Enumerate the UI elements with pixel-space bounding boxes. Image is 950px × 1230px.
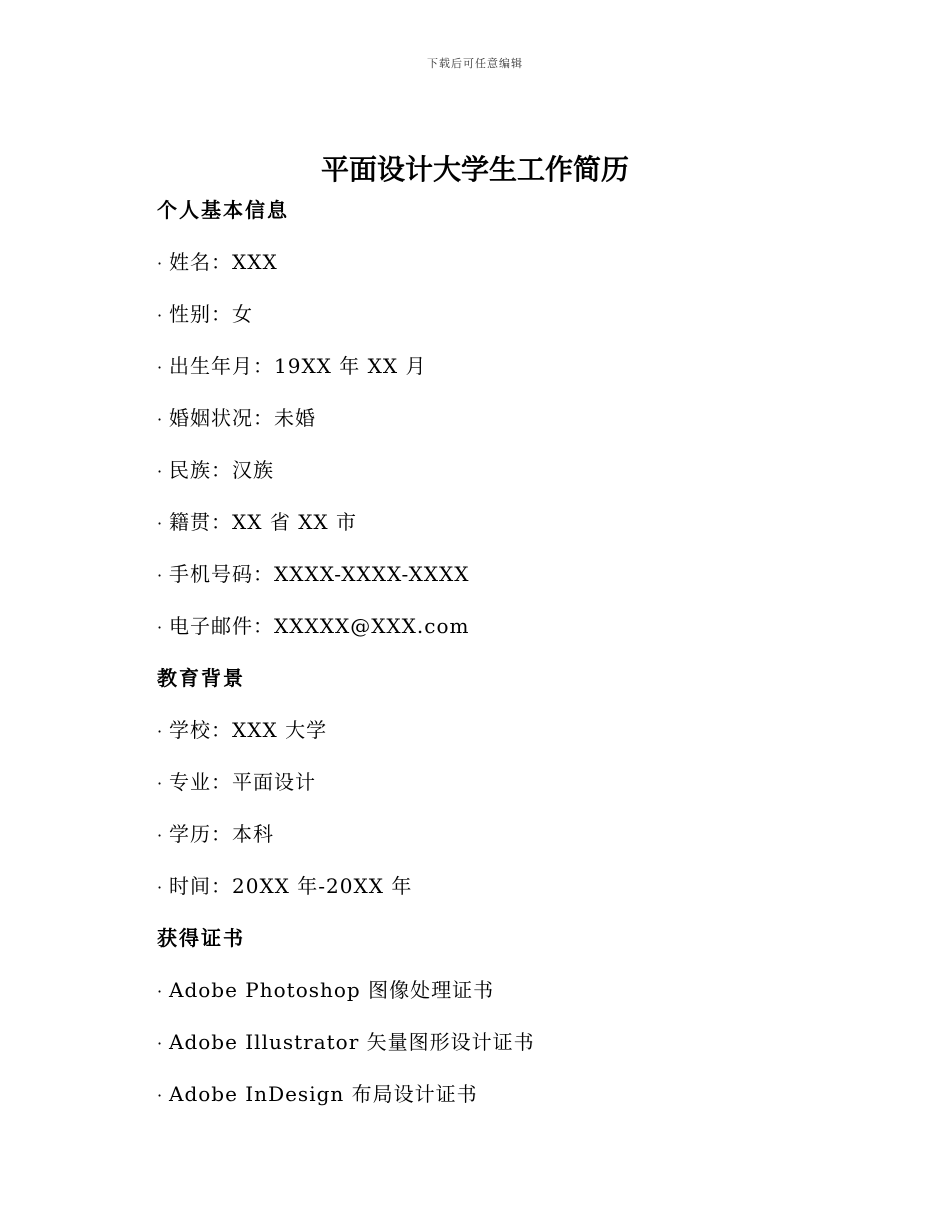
personal-info-ethnicity: [157, 454, 857, 486]
education-major: [157, 766, 857, 798]
bullet-icon: ·: [157, 618, 164, 637]
list-item-text: 手机号码：XXXX-XXXX-XXXX: [169, 562, 470, 586]
list-item-text: Adobe Photoshop 图像处理证书: [169, 978, 495, 1002]
list-item-text: 电子邮件：XXXXX@XXX.com: [169, 614, 470, 638]
personal-info-name: [157, 246, 857, 278]
education-period: [157, 870, 857, 902]
bullet-icon: ·: [157, 982, 164, 1001]
certificate-item: [157, 1078, 857, 1110]
list-item-text: 学校：XXX 大学: [169, 718, 328, 742]
bullet-icon: ·: [157, 462, 164, 481]
list-item-text: 姓名：XXX: [169, 250, 278, 274]
list-item-text: 学历：本科: [169, 822, 274, 846]
document-title: 平面设计大学生工作简历: [320, 153, 629, 186]
section-heading-education: 教育背景: [157, 666, 245, 690]
bullet-icon: ·: [157, 774, 164, 793]
section-heading-personal-info: 个人基本信息: [157, 198, 289, 222]
personal-info-phone: [157, 558, 857, 590]
bullet-icon: ·: [157, 410, 164, 429]
personal-info-birth-date: [157, 350, 857, 382]
bullet-icon: ·: [157, 1086, 164, 1105]
education-school: [157, 714, 857, 746]
bullet-icon: ·: [157, 722, 164, 741]
bullet-icon: ·: [157, 306, 164, 325]
bullet-icon: ·: [157, 1034, 164, 1053]
bullet-icon: ·: [157, 566, 164, 585]
list-item-text: Adobe Illustrator 矢量图形设计证书: [169, 1030, 535, 1054]
bullet-icon: ·: [157, 358, 164, 377]
bullet-icon: ·: [157, 878, 164, 897]
list-item-text: Adobe InDesign 布局设计证书: [169, 1082, 478, 1106]
personal-info-gender: [157, 298, 857, 330]
list-item-text: 婚姻状况：未婚: [169, 406, 316, 430]
personal-info-native-place: [157, 506, 857, 538]
bullet-icon: ·: [157, 826, 164, 845]
personal-info-email: [157, 610, 857, 642]
certificate-item: [157, 1026, 857, 1058]
section-heading-certificates: 获得证书: [157, 926, 245, 950]
list-item-text: 籍贯：XX 省 XX 市: [169, 510, 358, 534]
page-header-note: 下载后可任意编辑: [427, 57, 523, 70]
list-item-text: 出生年月：19XX 年 XX 月: [169, 354, 427, 378]
education-degree: [157, 818, 857, 850]
list-item-text: 性别：女: [169, 302, 253, 326]
resume-content: [157, 194, 857, 1130]
list-item-text: 民族：汉族: [169, 458, 274, 482]
personal-info-marital-status: [157, 402, 857, 434]
list-item-text: 时间：20XX 年-20XX 年: [169, 874, 413, 898]
bullet-icon: ·: [157, 514, 164, 533]
certificate-item: [157, 974, 857, 1006]
bullet-icon: ·: [157, 254, 164, 273]
list-item-text: 专业：平面设计: [169, 770, 316, 794]
